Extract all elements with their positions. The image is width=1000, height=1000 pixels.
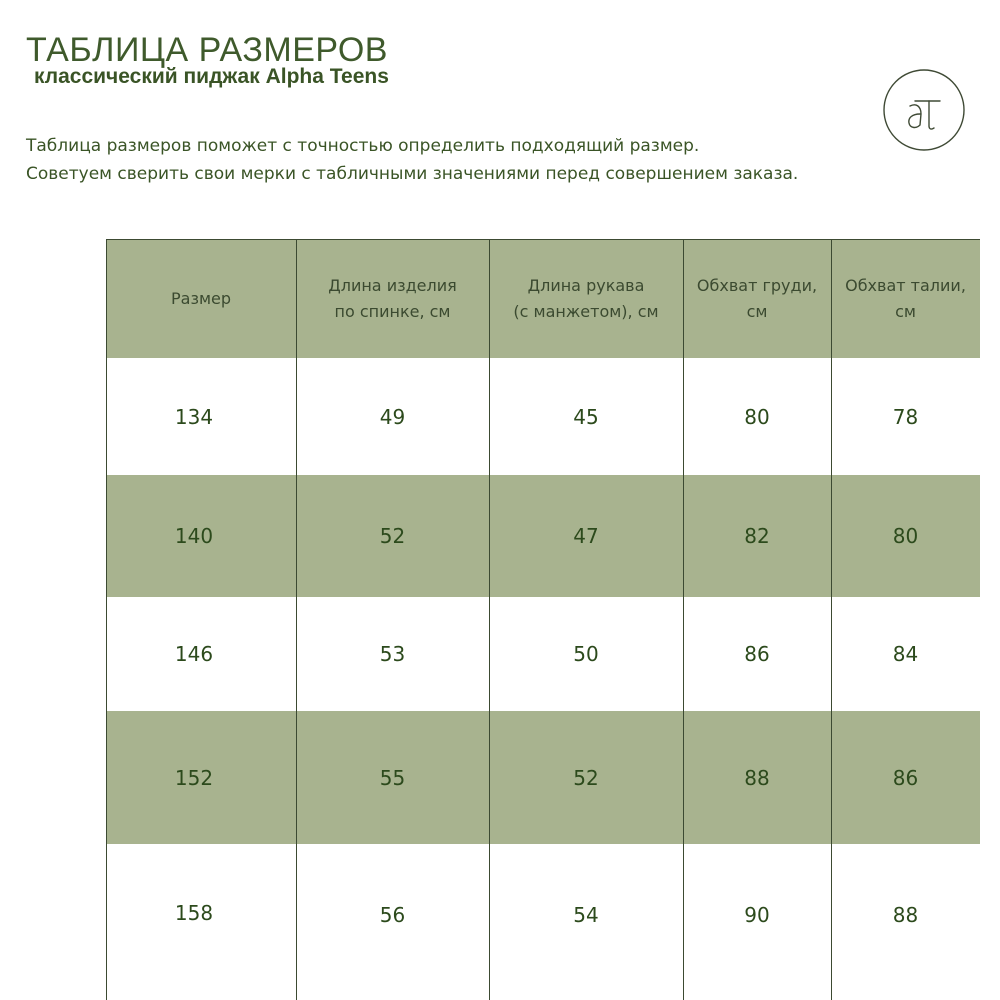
- intro-line-1: Таблица размеров поможет с точностью определить подходящий размер.: [26, 136, 700, 156]
- monogram-logo-icon: [882, 68, 966, 152]
- header-size: Размер: [170, 288, 232, 308]
- cell-chest: 82: [744, 524, 770, 548]
- cell-size: 152: [174, 765, 214, 790]
- cell-sleeve-length: 50: [573, 642, 599, 666]
- intro-text: [26, 132, 798, 188]
- intro-line-2: Советуем сверить свои мерки с табличными значениями перед совершением заказа.: [26, 164, 799, 184]
- page-title: ТАБЛИЦА РАЗМЕРОВ: [26, 31, 388, 69]
- table-row: [106, 597, 980, 711]
- column-divider: [489, 239, 490, 1000]
- cell-sleeve-length: 54: [573, 903, 599, 927]
- cell-waist: 78: [892, 404, 919, 429]
- size-table: [106, 239, 980, 1000]
- header-back-length: Длина изделия по спинке, см: [328, 275, 457, 321]
- cell-size: 134: [174, 404, 214, 429]
- cell-chest: 90: [744, 903, 770, 927]
- table-row: [106, 711, 980, 844]
- cell-back-length: 49: [379, 404, 406, 429]
- cell-size: 140: [174, 524, 214, 548]
- cell-chest: 86: [744, 642, 770, 666]
- cell-chest: 88: [744, 765, 770, 790]
- table-row: [106, 475, 980, 597]
- cell-back-length: 55: [379, 765, 406, 790]
- table-top-border: [106, 239, 980, 240]
- cell-waist: 84: [892, 642, 919, 666]
- column-divider: [296, 239, 297, 1000]
- cell-size: 146: [174, 642, 214, 666]
- table-left-border: [106, 239, 107, 1000]
- cell-sleeve-length: 45: [573, 404, 599, 429]
- table-row: [106, 358, 980, 475]
- cell-sleeve-length: 52: [573, 765, 599, 790]
- cell-sleeve-length: 47: [573, 524, 599, 548]
- header-waist: Обхват талии, см: [845, 275, 966, 321]
- header-chest: Обхват груди, см: [696, 275, 818, 321]
- header-sleeve-length: Длина рукава (с манжетом), см: [513, 275, 659, 321]
- cell-back-length: 56: [379, 903, 406, 927]
- table-row: [106, 844, 980, 1000]
- cell-back-length: 52: [379, 524, 406, 548]
- cell-waist: 86: [892, 765, 919, 790]
- cell-waist: 88: [892, 903, 919, 927]
- table-header-row: [106, 239, 980, 358]
- column-divider: [683, 239, 684, 1000]
- cell-back-length: 53: [379, 642, 406, 666]
- cell-waist: 80: [892, 524, 919, 548]
- cell-size: 158: [174, 901, 214, 925]
- cell-chest: 80: [744, 404, 770, 429]
- column-divider: [831, 239, 832, 1000]
- page-subtitle: классический пиджак Alpha Teens: [34, 65, 389, 88]
